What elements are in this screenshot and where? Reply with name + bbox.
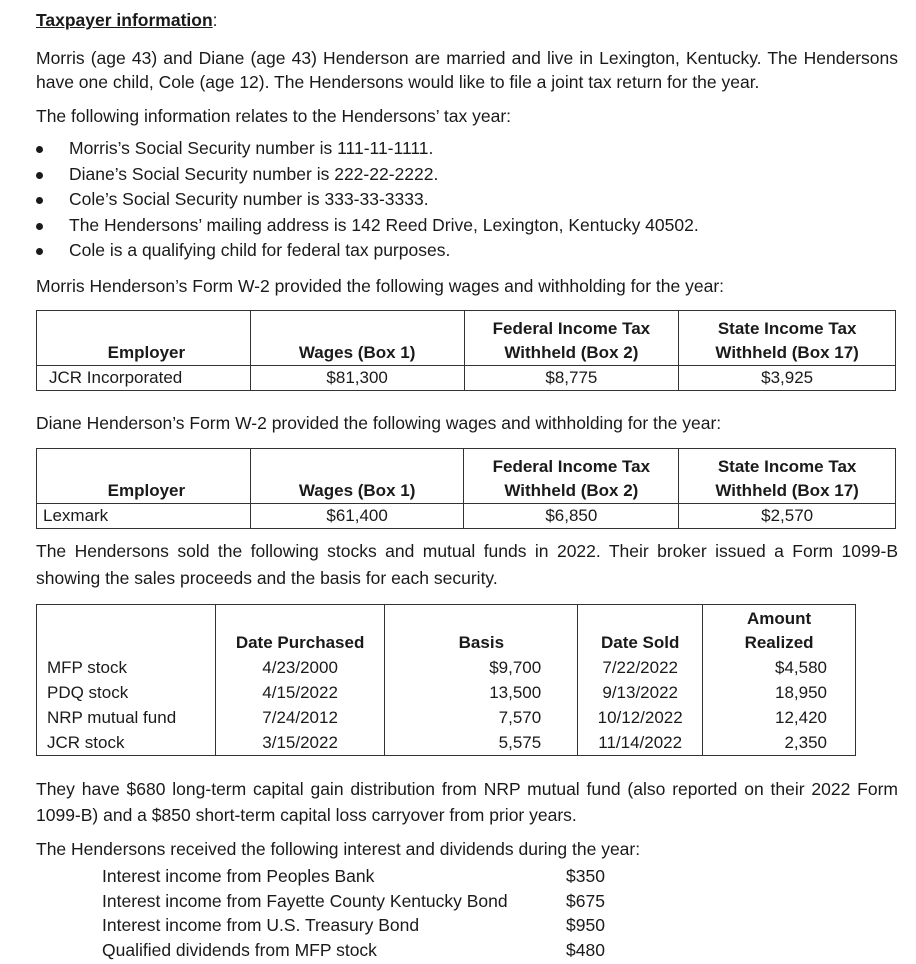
basis-2: 7,570 xyxy=(498,708,542,727)
diane-w2-table-block xyxy=(36,448,898,529)
amount-0: $4,580 xyxy=(775,658,827,677)
security-name-0: MFP stock xyxy=(47,658,127,677)
list-item xyxy=(102,864,626,889)
federal-cell: $6,850 xyxy=(464,504,679,529)
morris-w2-lead-block xyxy=(36,274,898,298)
federal-header xyxy=(464,311,679,366)
date-sold-3: 11/14/2022 xyxy=(598,733,683,752)
morris-w2-lead: Morris Henderson’s Form W-2 provided the following wages and withholding for the year: xyxy=(36,276,725,296)
diane-w2-table xyxy=(36,448,896,529)
bullet-item: The Hendersons’ mailing address is 142 Reed Drive, Lexington, Kentucky 40502. xyxy=(36,213,898,239)
interest-lead-block xyxy=(36,837,898,861)
info-lead-block xyxy=(36,104,898,128)
amount-2: 12,420 xyxy=(775,708,827,727)
amount-1: 18,950 xyxy=(775,683,827,702)
state-header-line2: Withheld (Box 17) xyxy=(715,343,859,362)
sales-lead: The Hendersons sold the following stocks and mutual funds in 2022. Their broker issued a Form 1099-B showing the sales proceeds and the basis for each security. xyxy=(36,541,898,588)
federal-header-line2: Withheld (Box 2) xyxy=(504,343,639,362)
diane-w2-lead: Diane Henderson’s Form W-2 provided the following wages and withholding for the year: xyxy=(36,413,722,433)
wages-cell: $61,400 xyxy=(250,504,464,529)
date-purchased-0: 4/23/2000 xyxy=(262,658,338,677)
basis-header: Basis xyxy=(385,605,578,656)
security-name-1: PDQ stock xyxy=(47,683,129,702)
security-name xyxy=(37,655,216,756)
list-item xyxy=(102,938,626,963)
table-row xyxy=(37,655,856,756)
heading-block xyxy=(36,8,898,32)
wages-cell: $81,300 xyxy=(250,366,464,391)
income-label: Interest income from Peoples Bank xyxy=(102,866,375,886)
list-item xyxy=(102,889,626,914)
basis-0: $9,700 xyxy=(489,658,542,677)
sales-lead-block xyxy=(36,538,898,592)
table-header-row xyxy=(37,449,896,504)
bullet-list-block xyxy=(36,136,898,264)
income-amount: $350 xyxy=(566,866,605,886)
heading-colon: : xyxy=(212,10,218,30)
date-purchased-3: 3/15/2022 xyxy=(262,733,338,752)
security-name-2: NRP mutual fund xyxy=(47,708,177,727)
security-name-3: JCR stock xyxy=(47,733,125,752)
state-header xyxy=(679,311,896,366)
amount-header-line1: Amount xyxy=(746,609,812,628)
federal-header-line1: Federal Income Tax xyxy=(492,319,651,338)
date-sold-2: 10/12/2022 xyxy=(597,708,683,727)
bullet-item: Cole is a qualifying child for federal tax purposes. xyxy=(36,238,898,264)
income-amount: $950 xyxy=(566,915,605,935)
diane-w2-lead-block xyxy=(36,411,898,435)
table-row xyxy=(37,366,896,391)
date-sold-0: 7/22/2022 xyxy=(602,658,678,677)
state-header-line1: State Income Tax xyxy=(717,319,857,338)
income-label: Interest income from U.S. Treasury Bond xyxy=(102,915,420,935)
date-sold-1: 9/13/2022 xyxy=(602,683,678,702)
employer-header: Employer xyxy=(37,449,251,504)
income-amount: $480 xyxy=(566,939,605,960)
amount-header xyxy=(703,605,856,656)
bullet-item: Cole’s Social Security number is 333-33-3333. xyxy=(36,187,898,213)
state-header-line1: State Income Tax xyxy=(717,457,857,476)
wages-header: Wages (Box 1) xyxy=(250,311,464,366)
section-heading: Taxpayer information xyxy=(36,10,213,30)
income-label: Qualified dividends from MFP stock xyxy=(102,939,377,960)
bullet-item: Diane’s Social Security number is 222-22-2222. xyxy=(36,162,898,188)
state-cell: $2,570 xyxy=(679,504,896,529)
list-item xyxy=(102,913,626,938)
basis-3: 5,575 xyxy=(498,733,542,752)
federal-header xyxy=(464,449,679,504)
date-purchased-2: 7/24/2012 xyxy=(262,708,338,727)
cap-gain-block xyxy=(36,776,898,828)
sales-table-block xyxy=(36,604,898,756)
intro-paragraph: Morris (age 43) and Diane (age 43) Henderson are married and live in Lexington, Kentucky. The Hendersons have one child, Cole (age 12). The Hendersons would like to file a joint tax return for the year. xyxy=(36,48,898,92)
info-bullet-list xyxy=(36,136,898,264)
amount-col xyxy=(703,655,856,756)
state-header-line2: Withheld (Box 17) xyxy=(715,481,859,500)
intro-block xyxy=(36,46,898,94)
table-header-row xyxy=(37,311,896,366)
federal-header-line1: Federal Income Tax xyxy=(492,457,651,476)
amount-3: 2,350 xyxy=(784,733,827,752)
state-cell: $3,925 xyxy=(679,366,896,391)
basis-1: 13,500 xyxy=(489,683,542,702)
income-list xyxy=(102,864,626,962)
state-header xyxy=(679,449,896,504)
table-row xyxy=(37,504,896,529)
info-lead: The following information relates to the Hendersons’ tax year: xyxy=(36,106,512,126)
federal-cell: $8,775 xyxy=(464,366,679,391)
date-purchased-header: Date Purchased xyxy=(215,605,385,656)
wages-header: Wages (Box 1) xyxy=(250,449,464,504)
morris-w2-table xyxy=(36,310,896,391)
date-sold-col xyxy=(578,655,703,756)
date-purchased-col xyxy=(215,655,385,756)
federal-header-line2: Withheld (Box 2) xyxy=(504,481,639,500)
morris-w2-table-block xyxy=(36,310,898,391)
employer-cell: Lexmark xyxy=(37,504,251,529)
employer-header: Employer xyxy=(37,311,251,366)
date-purchased-1: 4/15/2022 xyxy=(262,683,338,702)
security-header xyxy=(37,605,216,656)
bullet-item: Morris’s Social Security number is 111-11-1111. xyxy=(36,136,898,162)
sales-table xyxy=(36,604,856,756)
income-amount: $675 xyxy=(566,890,605,911)
amount-header-line2: Realized xyxy=(744,633,814,652)
employer-cell: JCR Incorporated xyxy=(37,366,251,391)
date-sold-header: Date Sold xyxy=(578,605,703,656)
basis-col xyxy=(385,655,578,756)
income-label: Interest income from Fayette County Kentucky Bond xyxy=(102,890,508,911)
table-header-row xyxy=(37,605,856,656)
cap-gain-note: They have $680 long-term capital gain distribution from NRP mutual fund (also reported on their 2022 Form 1099-B) and a $850 short-term capital loss carryover from prior years. xyxy=(36,779,898,825)
interest-lead: The Hendersons received the following interest and dividends during the year: xyxy=(36,839,641,859)
